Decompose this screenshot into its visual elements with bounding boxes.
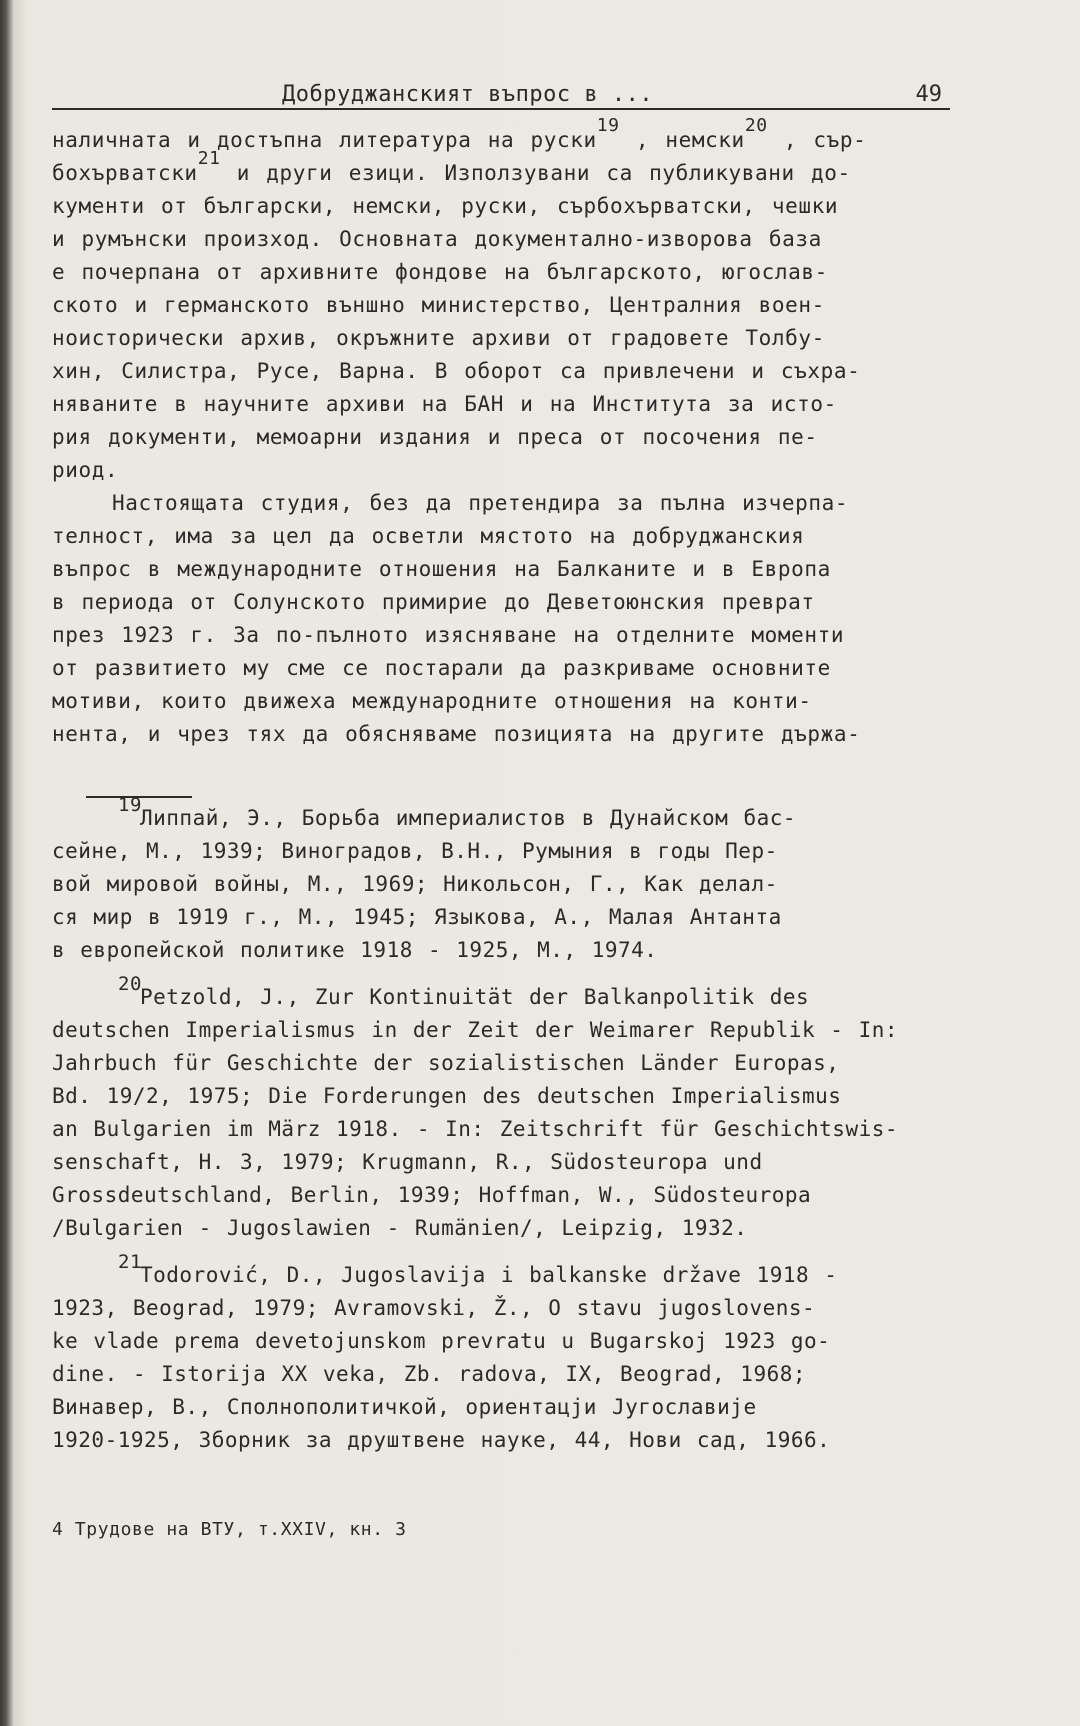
text-line: хин, Силистра, Русе, Варна. В оборот са привлечени и съхра- (52, 359, 861, 383)
footnote-ref[interactable]: 20 (744, 115, 768, 136)
footnotes (52, 794, 972, 1475)
footnote-line: 1920-1925, Зборник за друштвене науке, 44, Нови сад, 1966. (52, 1428, 831, 1452)
text-line: наличната и достъпна литература на руски19 , немски20 , сър- (52, 115, 867, 152)
footnote-ref[interactable]: 21 (197, 148, 221, 169)
text-line: рия документи, мемоарни издания и преса от посочения пе- (52, 425, 818, 449)
text-line: телност, има за цел да осветли мястото на добруджанския (52, 524, 805, 548)
footnote-line: в европейской политике 1918 - 1925, М., 1974. (52, 938, 658, 962)
footnote-line: senschaft, H. 3, 1979; Krugmann, R., Südosteuropa und (52, 1150, 763, 1174)
text-line: мотиви, които движеха международните отношения на конти- (52, 689, 812, 713)
text-line: в периода от Солунското примирие до Деветоюнския преврат (52, 590, 815, 614)
footnote-line: ke vlade prema devetojunskom prevratu u Bugarskoj 1923 go- (52, 1329, 831, 1353)
text-line: от развитието му сме се постарали да разкриваме основните (52, 656, 831, 680)
text-line: ноисторически архив, окръжните архиви от градовете Толбу- (52, 326, 825, 350)
text-line: и румънски произход. Основната документално-изворова база (52, 227, 822, 251)
footnote-line: deutschen Imperialismus in der Zeit der Weimarer Republik - In: (52, 1018, 899, 1042)
footnote-line: ся мир в 1919 г., М., 1945; Языкова, А., Малая Антанта (52, 905, 782, 929)
text-line: риод. (52, 458, 119, 482)
footnote-line: Todorović, D., Jugoslavija i balkanske države 1918 - (140, 1263, 838, 1287)
text-line: бохърватски21 и други езици. Използувани са публикувани до- (52, 148, 851, 185)
footnote-ref[interactable]: 19 (596, 115, 620, 136)
footnote-line: Липпай, Э., Борьба империалистов в Дунайском бас- (140, 806, 797, 830)
footnote-line: Jahrbuch für Geschichte der sozialistischen Länder Europas, (52, 1051, 840, 1075)
footnote-number: 20 (118, 973, 142, 995)
footnote-line: Petzold, J., Zur Kontinuität der Balkanpolitik des (140, 985, 810, 1009)
text-line: въпрос в международните отношения на Балканите и в Европа (52, 557, 831, 581)
text-line: ското и германското външно министерство, Централния воен- (52, 293, 825, 317)
footnote-21 (52, 1251, 972, 1461)
text-line: през 1923 г. За по-пълното изясняване на отделните моменти (52, 623, 845, 647)
footnote-line: Винавер, В., Сполнополитичкой, ориентацји Југославије (52, 1395, 757, 1419)
footnote-number: 21 (118, 1251, 142, 1273)
footnote-line: вой мировой войны, М., 1969; Никольсон, Г., Как делал- (52, 872, 778, 896)
footnote-line: /Bulgarien - Jugoslawien - Rumänien/, Leipzig, 1932. (52, 1216, 748, 1240)
footnote-line: dine. - Istorija XX veka, Zb. radova, IX, Beograd, 1968; (52, 1362, 807, 1386)
body-text (52, 115, 952, 755)
footnote-number: 19 (118, 794, 142, 816)
text-line: нента, и чрез тях да обясняваме позицията на другите държа- (52, 722, 861, 746)
running-header (52, 80, 950, 110)
footnote-line: Bd. 19/2, 1975; Die Forderungen des deutschen Imperialismus (52, 1084, 842, 1108)
text-line: Настоящата студия, без да претендира за пълна изчерпа- (112, 491, 849, 515)
footnote-19 (52, 794, 972, 971)
footnote-line: Grossdeutschland, Berlin, 1939; Hoffman, W., Südosteuropa (52, 1183, 812, 1207)
text-line: е почерпана от архивните фондове на българското, югослав- (52, 260, 828, 284)
text-line: кументи от български, немски, руски, сърбохърватски, чешки (52, 194, 839, 218)
footnote-line: сейне, М., 1939; Виноградов, В.Н., Румыния в годы Пер- (52, 839, 778, 863)
footnote-20 (52, 973, 972, 1249)
page-number: 49 (915, 82, 942, 107)
publication-note: 4 Трудове на ВТУ, т.XXIV, кн. 3 (52, 1519, 407, 1540)
footnote-line: an Bulgarien im März 1918. - In: Zeitschrift für Geschichtswis- (52, 1117, 899, 1141)
footnote-line: 1923, Beograd, 1979; Avramovski, Ž., O stavu jugoslovens- (52, 1296, 816, 1320)
text-line: няваните в научните архиви на БАН и на Института за исто- (52, 392, 837, 416)
header-title: Добруджанският въпрос в ... (282, 82, 654, 107)
